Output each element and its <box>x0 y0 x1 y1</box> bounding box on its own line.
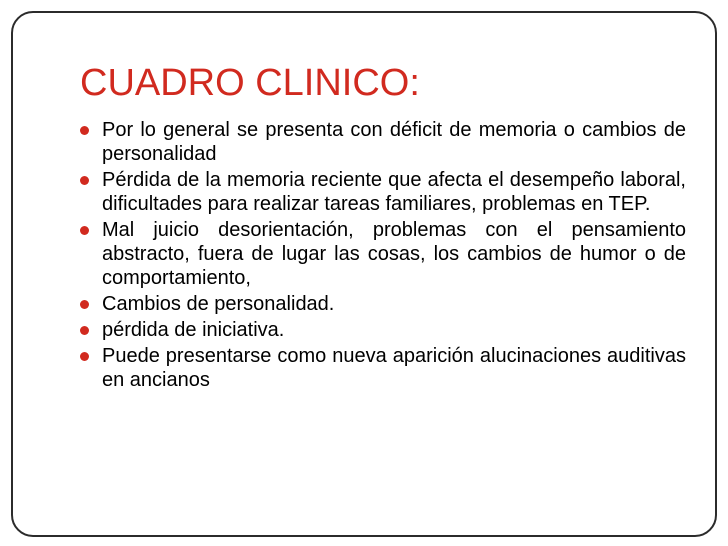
bullet-dot-icon <box>80 176 89 185</box>
bullet-item <box>80 218 686 290</box>
bullet-text: Por lo general se presenta con déficit de memoria o cambios de personalidad <box>102 119 686 165</box>
bullet-item <box>80 292 686 316</box>
bullet-item <box>80 344 686 392</box>
bullet-dot-icon <box>80 300 89 309</box>
slide-title: CUADRO CLINICO: <box>80 62 420 104</box>
bullet-text: pérdida de iniciativa. <box>102 319 285 341</box>
bullet-dot-icon <box>80 326 89 335</box>
bullet-item <box>80 118 686 166</box>
bullet-text: Mal juicio desorientación, problemas con el pensamiento abstracto, fuera de lugar las cosas, los cambios de humor o de comportamiento, <box>102 219 686 289</box>
bullet-text: Puede presentarse como nueva aparición alucinaciones auditivas en ancianos <box>102 345 686 391</box>
bullet-item <box>80 318 686 342</box>
bullet-dot-icon <box>80 226 89 235</box>
bullet-dot-icon <box>80 352 89 361</box>
bullet-item <box>80 168 686 216</box>
bullet-text: Pérdida de la memoria reciente que afecta el desempeño laboral, dificultades para realizar tareas familiares, problemas en TEP. <box>102 169 686 215</box>
bullet-dot-icon <box>80 126 89 135</box>
bullet-list <box>80 118 686 394</box>
bullet-text: Cambios de personalidad. <box>102 293 335 315</box>
